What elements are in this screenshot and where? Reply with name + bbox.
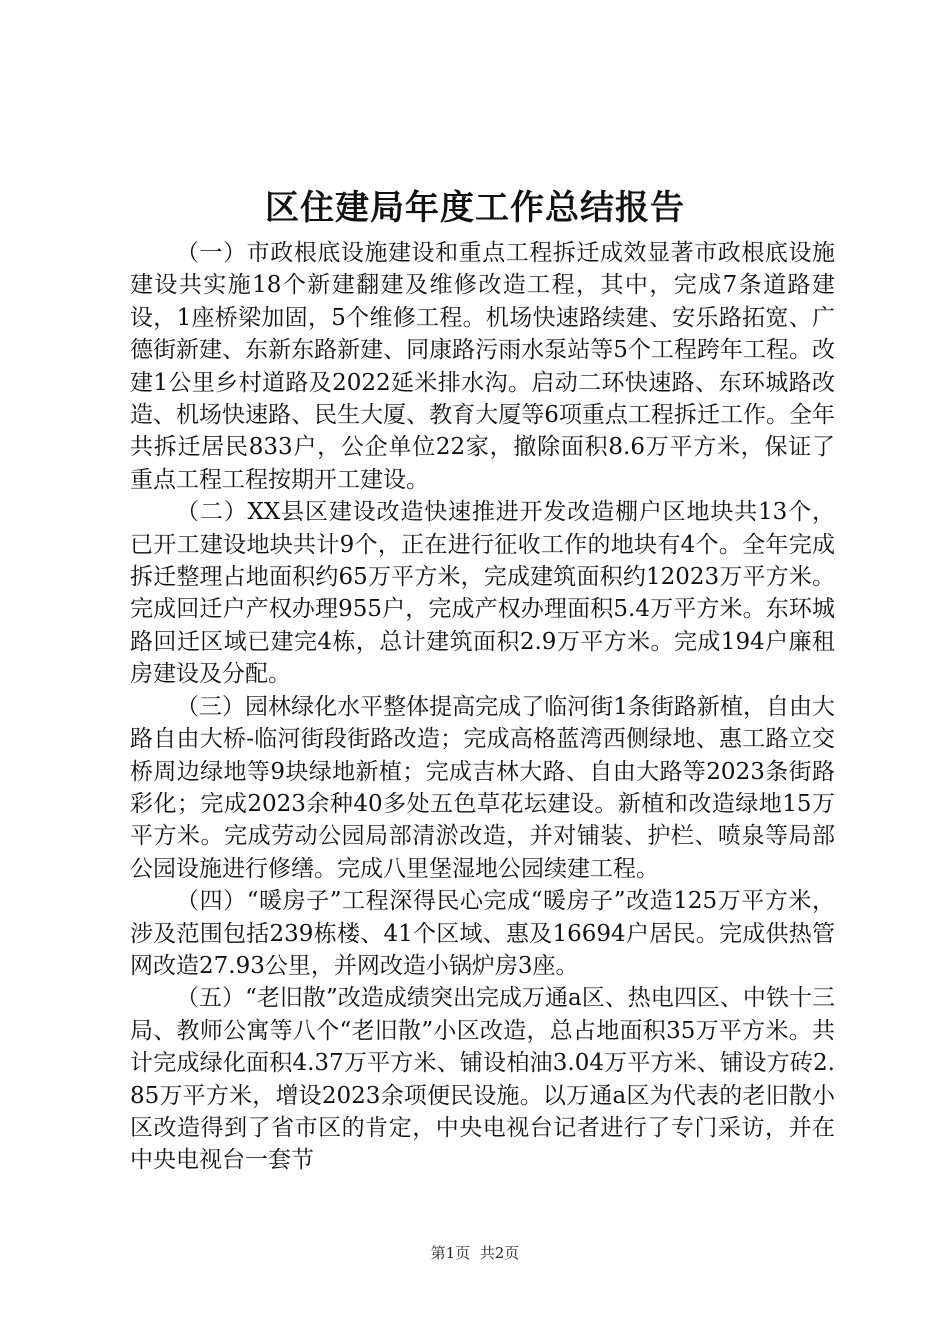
paragraph-5: （五）“老旧散”改造成绩突出完成万通a区、热电四区、中铁十三局、教师公寓等八个“老旧散”小区改造，总占地面积35万平方米。共计完成绿化面积4.37万平方米、铺设柏油3.04万平方米、铺设方砖2.85万平方米，增设2023余项便民设施。以万通a区为代表的老旧散小区改造得到了省市区的肯定，中央电视台记者进行了专门采访，并在中央电视台一套节 <box>130 985 835 1174</box>
page-total: 共2页 <box>479 1244 520 1262</box>
paragraph-4: （四）“暖房子”工程深得民心完成“暖房子”改造125万平方米，涉及范围包括239栋楼、41个区域、惠及16694户居民。完成供热管网改造27.93公里，并网改造小锅炉房3座。 <box>130 888 835 979</box>
document-body <box>130 237 835 1177</box>
paragraph-1: （一）市政根底设施建设和重点工程拆迁成效显著市政根底设施建设共实施18个新建翻建及维修改造工程，其中，完成7条道路建设，1座桥梁加固，5个维修工程。机场快速路续建、安乐路拓宽、广德街新建、东新东路新建、同康路污雨水泵站等5个工程跨年工程。改建1公里乡村道路及2022延米排水沟。启动二环快速路、东环城路改造、机场快速路、民生大厦、教育大厦等6项重点工程拆迁工作。全年共拆迁居民833户，公企单位22家，撤除面积8.6万平方米，保证了重点工程工程按期开工建设。 <box>130 240 835 493</box>
paragraph-3: （三）园林绿化水平整体提高完成了临河街1条街路新植，自由大路自由大桥-临河街段街路改造；完成高格蓝湾西侧绿地、惠工路立交桥周边绿地等9块绿地新植；完成吉林大路、自由大路等2023条街路彩化；完成2023余种40多处五色草花坛建设。新植和改造绿地15万平方米。完成劳动公园局部清淤改造，并对铺装、护栏、喷泉等局部公园设施进行修缮。完成八里堡湿地公园续建工程。 <box>130 693 835 882</box>
page-number: 第1页 <box>430 1244 471 1262</box>
footer-spacer <box>470 1244 480 1262</box>
paragraph-2: （二）XX县区建设改造快速推进开发改造棚户区地块共13个，已开工建设地块共计9个，正在进行征收工作的地块有4个。全年完成拆迁整理占地面积约65万平方米，完成建筑面积约12023万平方米。完成回迁户产权办理955户，完成产权办理面积5.4万平方米。东环城路回迁区域已建完4栋，总计建筑面积2.9万平方米。完成194户廉租房建设及分配。 <box>130 499 835 688</box>
document-title: 区住建局年度工作总结报告 <box>265 188 685 228</box>
page-footer <box>0 1243 950 1263</box>
